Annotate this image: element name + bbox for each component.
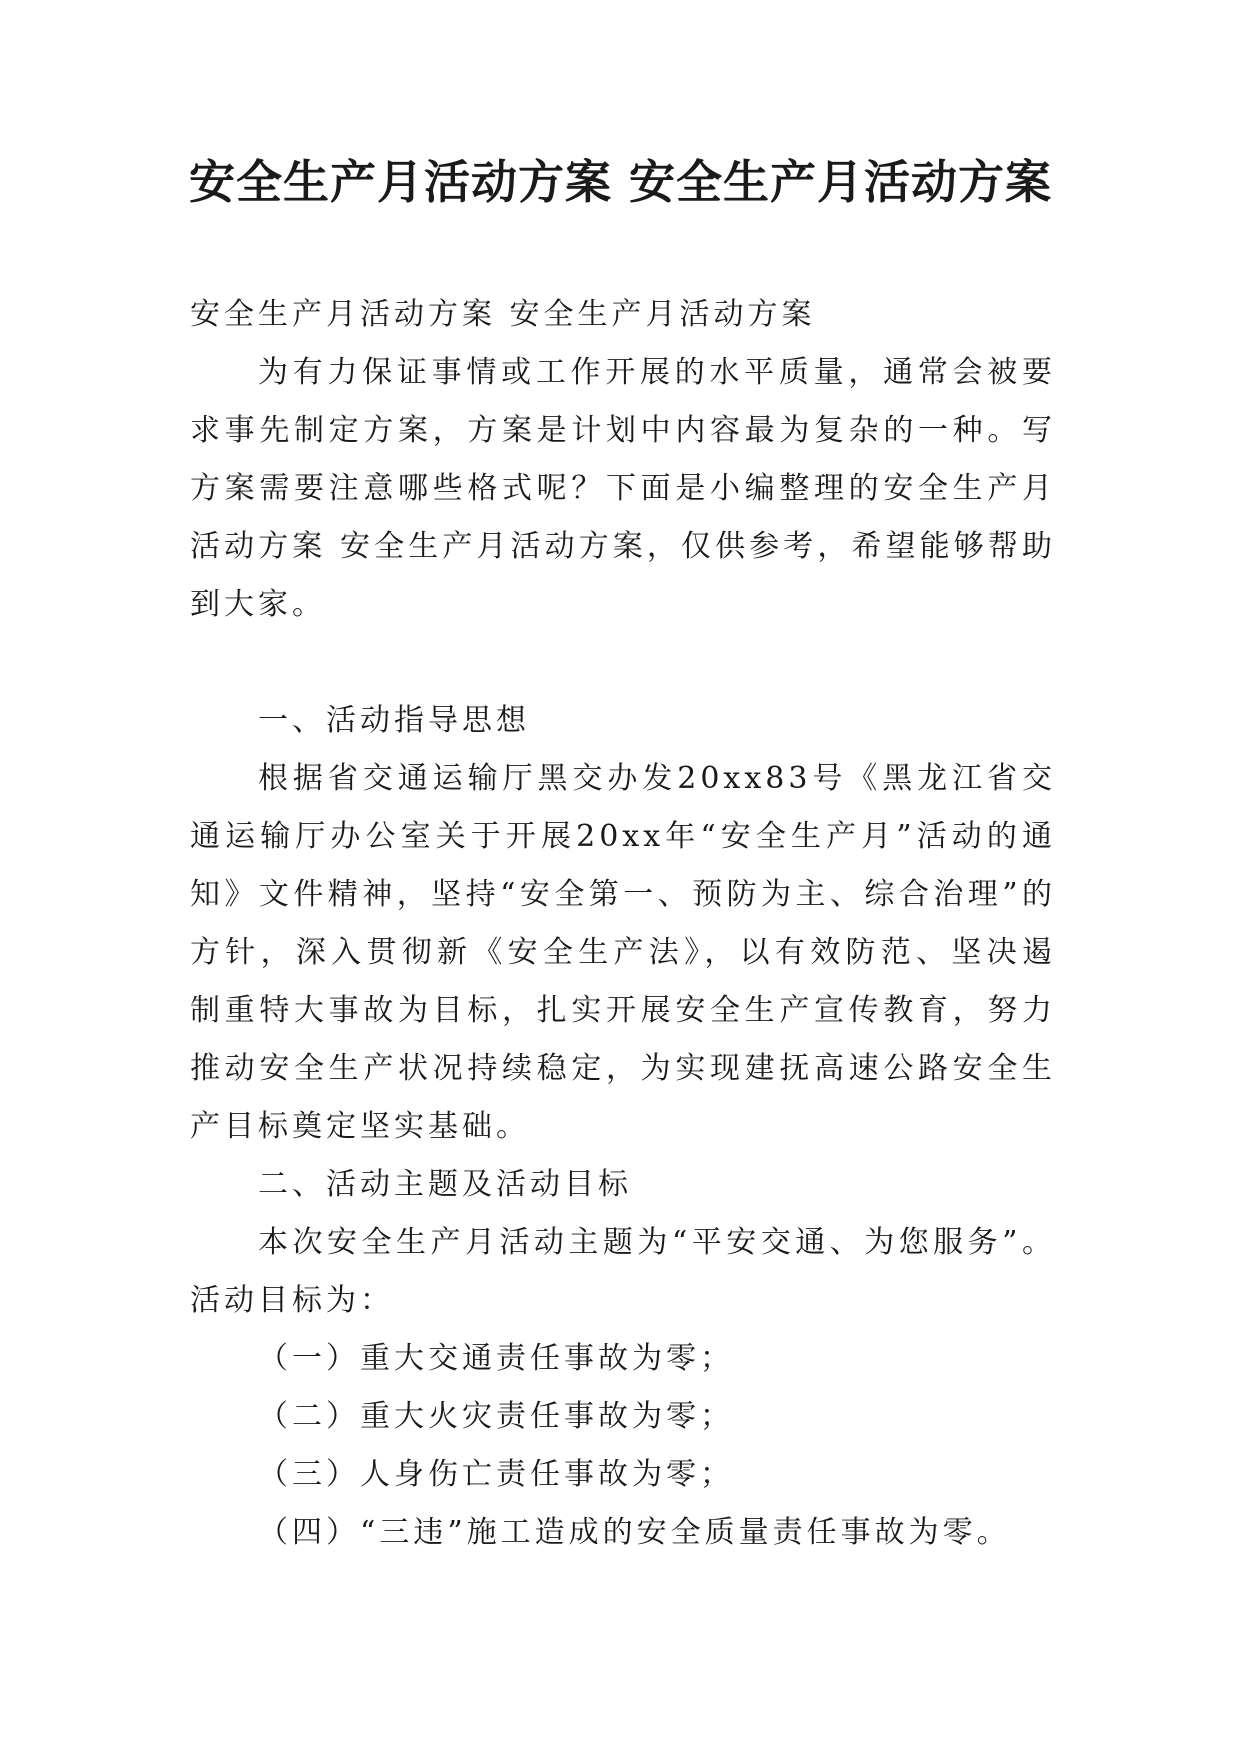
section-heading-theme-goals: 二、活动主题及活动目标: [258, 1167, 632, 1202]
section-heading-guiding-ideology: 一、活动指导思想: [258, 703, 530, 738]
section-paragraph-guiding-ideology: 根据省交通运输厅黑交办发20xx83号《黑龙江省交通运输厅办公室关于开展20xx年“安全生产月”活动的通知》文件精神，坚持“安全第一、预防为主、综合治理”的方针，深入贯彻新《安全生产法》，以有效防范、坚决遏制重特大事故为目标，扎实开展安全生产宣传教育，努力推动安全生产状况持续稳定，为实现建抚高速公路安全生产目标奠定坚实基础。: [190, 761, 1056, 1144]
goal-item: （三）人身伤亡责任事故为零；: [258, 1457, 734, 1492]
document-body: [190, 286, 1056, 1562]
intro-paragraph: 为有力保证事情或工作开展的水平质量，通常会被要求事先制定方案，方案是计划中内容最为复杂的一种。写方案需要注意哪些格式呢？下面是小编整理的安全生产月活动方案 安全生产月活动方案，仅供参考，希望能够帮助到大家。: [190, 355, 1056, 622]
document-subtitle: 安全生产月活动方案 安全生产月活动方案: [190, 297, 816, 332]
document-title: 安全生产月活动方案 安全生产月活动方案: [188, 155, 1052, 209]
goal-item: （二）重大火灾责任事故为零；: [258, 1399, 734, 1434]
goal-item: （一）重大交通责任事故为零；: [258, 1341, 734, 1376]
goal-item: （四）“三违”施工造成的安全质量责任事故为零。: [258, 1515, 1011, 1550]
section-paragraph-theme-goals: 本次安全生产月活动主题为“平安交通、为您服务”。活动目标为：: [190, 1225, 1056, 1318]
